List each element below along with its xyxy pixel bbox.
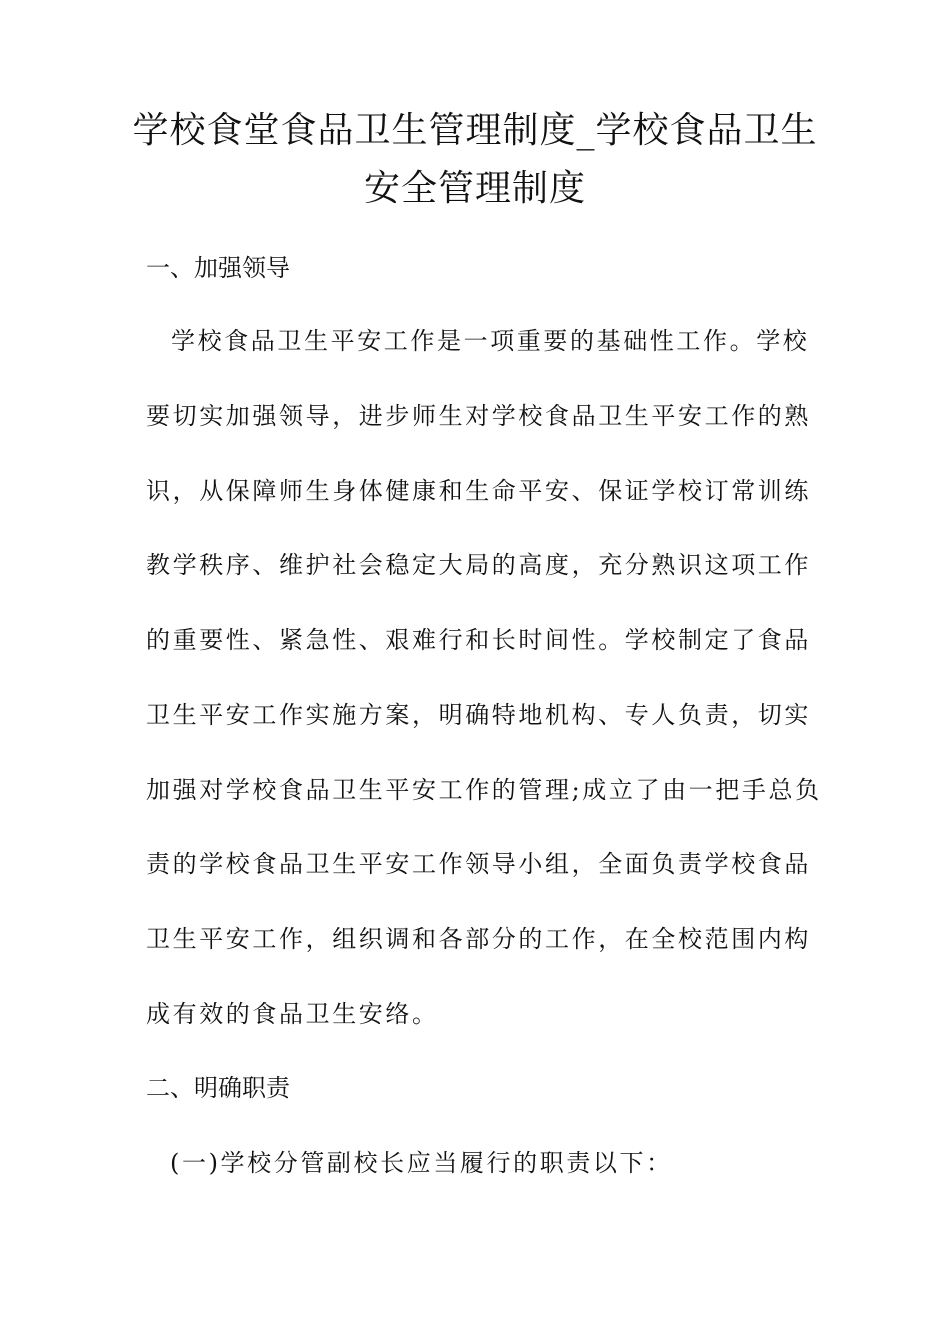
paragraph-line: 卫生平安工作实施方案，明确特地机构、专人负责，切实 xyxy=(146,701,811,729)
document-title-line-1: 学校食堂食品卫生管理制度_学校食品卫生 xyxy=(132,110,818,151)
paragraph-line: 责的学校食品卫生平安工作领导小组，全面负责学校食品 xyxy=(146,850,811,878)
paragraph-line: 教学秩序、维护社会稳定大局的高度，充分熟识这项工作 xyxy=(146,551,811,579)
paragraph-line: 要切实加强领导，进步师生对学校食品卫生平安工作的熟 xyxy=(146,402,811,430)
section-2-heading: 二、明确职责 xyxy=(146,1074,290,1102)
subsection-heading: (一)学校分管副校长应当履行的职责以下： xyxy=(170,1149,673,1177)
paragraph-line: 加强对学校食品卫生平安工作的管理;成立了由一把手总负 xyxy=(146,776,822,804)
paragraph-line: 卫生平安工作，组织调和各部分的工作，在全校范围内构 xyxy=(146,925,811,953)
paragraph-line: 识，从保障师生身体健康和生命平安、保证学校订常训练 xyxy=(146,477,811,505)
paragraph-line: 成有效的食品卫生安络。 xyxy=(146,1000,439,1028)
paragraph-line: 的重要性、紧急性、艰难行和长时间性。学校制定了食品 xyxy=(146,626,811,654)
document-title-line-2: 安全管理制度 xyxy=(363,168,586,209)
section-1-heading: 一、加强领导 xyxy=(146,254,290,282)
paragraph-line: 学校食品卫生平安工作是一项重要的基础性工作。学校 xyxy=(171,327,810,355)
